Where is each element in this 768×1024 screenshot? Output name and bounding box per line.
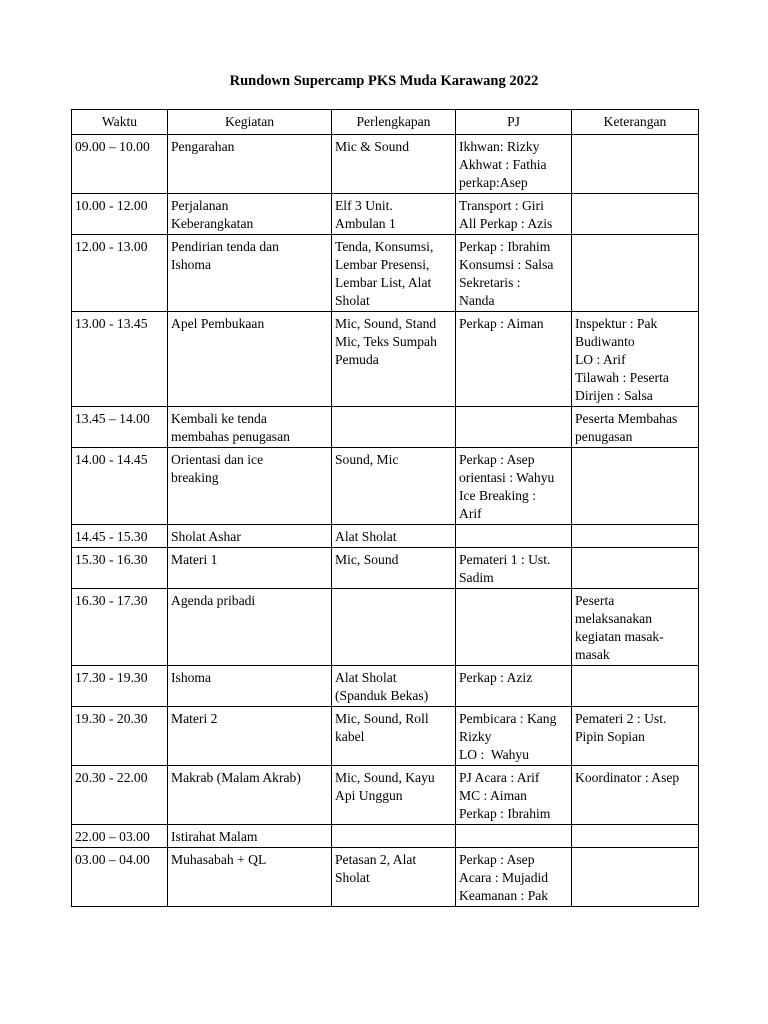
cell-keterangan [572,666,699,707]
cell-line: Perkap : Ibrahim [459,806,551,821]
cell-line: Mic, Sound [335,552,399,567]
cell-line: Kembali ke tenda [171,411,267,426]
cell-perlengkapan [332,407,456,448]
table-header-row [72,110,699,135]
cell-line: Pendirian tenda dan [171,239,279,254]
cell-keterangan [572,548,699,589]
table-row [72,825,699,848]
cell-line: Mic, Sound, Stand [335,316,437,331]
cell-keterangan [572,407,699,448]
cell-pj [456,848,572,907]
cell-line: Acara : Mujadid [459,870,549,885]
cell-kegiatan [168,707,332,766]
cell-pj [456,548,572,589]
table-row [72,548,699,589]
table-row [72,766,699,825]
cell-perlengkapan [332,589,456,666]
cell-perlengkapan [332,135,456,194]
cell-line: membahas penugasan [171,429,290,444]
cell-line: Pengarahan [171,139,235,154]
cell-waktu: 17.30 - 19.30 [72,666,168,707]
cell-perlengkapan [332,848,456,907]
table-row [72,448,699,525]
cell-kegiatan [168,407,332,448]
cell-line: Lembar Presensi, [335,257,430,272]
cell-line: Pemateri 2 : Ust. [575,711,667,726]
cell-line: Sholat [335,870,370,885]
cell-line: Sound, Mic [335,452,399,467]
table-row [72,848,699,907]
cell-line: Ishoma [171,670,212,685]
cell-line: Rizky [459,729,492,744]
cell-perlengkapan [332,525,456,548]
cell-line: Apel Pembukaan [171,316,265,331]
cell-keterangan [572,848,699,907]
cell-pj [456,825,572,848]
cell-keterangan [572,312,699,407]
cell-pj [456,194,572,235]
cell-line: Petasan 2, Alat [335,852,417,867]
cell-waktu: 12.00 - 13.00 [72,235,168,312]
cell-pj [456,707,572,766]
cell-line: Konsumsi : Salsa [459,257,554,272]
cell-line: Keberangkatan [171,216,254,231]
cell-line: Tilawah : Peserta [575,370,669,385]
cell-line: breaking [171,470,219,485]
cell-kegiatan [168,312,332,407]
table-row [72,666,699,707]
cell-line: Mic & Sound [335,139,410,154]
cell-line: Peserta [575,593,615,608]
cell-keterangan [572,235,699,312]
cell-line: Mic, Sound, Kayu [335,770,435,785]
cell-line: Pemuda [335,352,379,367]
cell-line: Makrab (Malam Akrab) [171,770,301,785]
cell-line: Perkap : Aiman [459,316,544,331]
cell-perlengkapan [332,312,456,407]
cell-kegiatan [168,235,332,312]
cell-perlengkapan [332,235,456,312]
cell-line: LO : Arif [575,352,626,367]
cell-kegiatan [168,848,332,907]
cell-line: Inspektur : Pak [575,316,658,331]
cell-perlengkapan [332,707,456,766]
cell-keterangan [572,525,699,548]
cell-line: Pipin Sopian [575,729,645,744]
cell-kegiatan [168,135,332,194]
cell-pj [456,525,572,548]
cell-line: Transport : Giri [459,198,544,213]
cell-keterangan [572,707,699,766]
cell-waktu: 15.30 - 16.30 [72,548,168,589]
table-row [72,707,699,766]
cell-line: Sholat [335,293,370,308]
cell-line: Materi 2 [171,711,218,726]
table-row [72,312,699,407]
cell-waktu: 13.45 – 14.00 [72,407,168,448]
cell-line: Mic, Sound, Roll [335,711,429,726]
cell-kegiatan [168,194,332,235]
cell-perlengkapan [332,766,456,825]
cell-line: Peserta Membahas [575,411,678,426]
cell-line: Sadim [459,570,494,585]
cell-line: Perjalanan [171,198,229,213]
cell-keterangan [572,194,699,235]
cell-line: Pemateri 1 : Ust. [459,552,551,567]
cell-line: Nanda [459,293,495,308]
cell-pj [456,448,572,525]
cell-line: Ice Breaking : [459,488,536,503]
cell-line: Keamanan : Pak [459,888,549,903]
cell-line: LO : Wahyu [459,747,530,762]
cell-line: Akhwat : Fathia [459,157,547,172]
cell-keterangan [572,135,699,194]
table-body [72,135,699,907]
cell-waktu: 03.00 – 04.00 [72,848,168,907]
cell-line: (Spanduk Bekas) [335,688,429,703]
cell-pj [456,135,572,194]
cell-line: Api Unggun [335,788,403,803]
cell-line: Perkap : Aziz [459,670,533,685]
cell-perlengkapan [332,666,456,707]
cell-pj [456,312,572,407]
cell-perlengkapan [332,194,456,235]
header-pj: PJ [456,110,572,135]
table-row [72,135,699,194]
cell-line: Pembicara : Kang [459,711,557,726]
cell-line: All Perkap : Azis [459,216,553,231]
cell-kegiatan [168,666,332,707]
cell-perlengkapan [332,548,456,589]
cell-line: kabel [335,729,365,744]
cell-line: melaksanakan [575,611,652,626]
cell-line: Muhasabah + QL [171,852,267,867]
cell-line: Koordinator : Asep [575,770,680,785]
cell-line: Agenda pribadi [171,593,256,608]
cell-keterangan [572,766,699,825]
cell-line: Mic, Teks Sumpah [335,334,437,349]
header-kegiatan: Kegiatan [168,110,332,135]
cell-waktu: 10.00 - 12.00 [72,194,168,235]
cell-line: Elf 3 Unit. [335,198,393,213]
cell-line: Sholat Ashar [171,529,241,544]
cell-pj [456,235,572,312]
cell-line: Perkap : Asep [459,852,535,867]
table-row [72,525,699,548]
cell-line: Ishoma [171,257,212,272]
cell-line: Budiwanto [575,334,635,349]
rundown-table [71,109,699,907]
cell-waktu: 16.30 - 17.30 [72,589,168,666]
cell-waktu: 20.30 - 22.00 [72,766,168,825]
cell-kegiatan [168,589,332,666]
table-row [72,589,699,666]
cell-line: Perkap : Ibrahim [459,239,551,254]
cell-line: Orientasi dan ice [171,452,264,467]
cell-kegiatan [168,825,332,848]
cell-line: Istirahat Malam [171,829,258,844]
cell-line: perkap:Asep [459,175,528,190]
cell-pj [456,666,572,707]
cell-line: Ikhwan: Rizky [459,139,540,154]
cell-line: penugasan [575,429,633,444]
cell-line: Ambulan 1 [335,216,396,231]
cell-waktu: 09.00 – 10.00 [72,135,168,194]
cell-perlengkapan [332,448,456,525]
cell-kegiatan [168,525,332,548]
cell-waktu: 22.00 – 03.00 [72,825,168,848]
cell-line: kegiatan masak- [575,629,664,644]
cell-kegiatan [168,766,332,825]
cell-pj [456,766,572,825]
cell-waktu: 14.45 - 15.30 [72,525,168,548]
cell-line: Perkap : Asep [459,452,535,467]
cell-line: Materi 1 [171,552,218,567]
cell-line: Lembar List, Alat [335,275,432,290]
cell-keterangan [572,825,699,848]
cell-waktu: 19.30 - 20.30 [72,707,168,766]
cell-line: Tenda, Konsumsi, [335,239,434,254]
cell-line: masak [575,647,610,662]
cell-kegiatan [168,448,332,525]
cell-line: Arif [459,506,482,521]
cell-line: Alat Sholat [335,670,397,685]
cell-pj [456,407,572,448]
cell-line: orientasi : Wahyu [459,470,555,485]
table-row [72,235,699,312]
cell-keterangan [572,589,699,666]
cell-waktu: 14.00 - 14.45 [72,448,168,525]
header-perlengkapan: Perlengkapan [332,110,456,135]
cell-line: Dirijen : Salsa [575,388,653,403]
cell-kegiatan [168,548,332,589]
cell-pj [456,589,572,666]
cell-line: MC : Aiman [459,788,527,803]
cell-keterangan [572,448,699,525]
header-waktu: Waktu [72,110,168,135]
cell-line: PJ Acara : Arif [459,770,540,785]
cell-line: Alat Sholat [335,529,397,544]
cell-perlengkapan [332,825,456,848]
page-title: Rundown Supercamp PKS Muda Karawang 2022 [229,73,539,89]
cell-line: Sekretaris : [459,275,521,290]
header-keterangan: Keterangan [572,110,699,135]
table-row [72,407,699,448]
table-row [72,194,699,235]
cell-waktu: 13.00 - 13.45 [72,312,168,407]
